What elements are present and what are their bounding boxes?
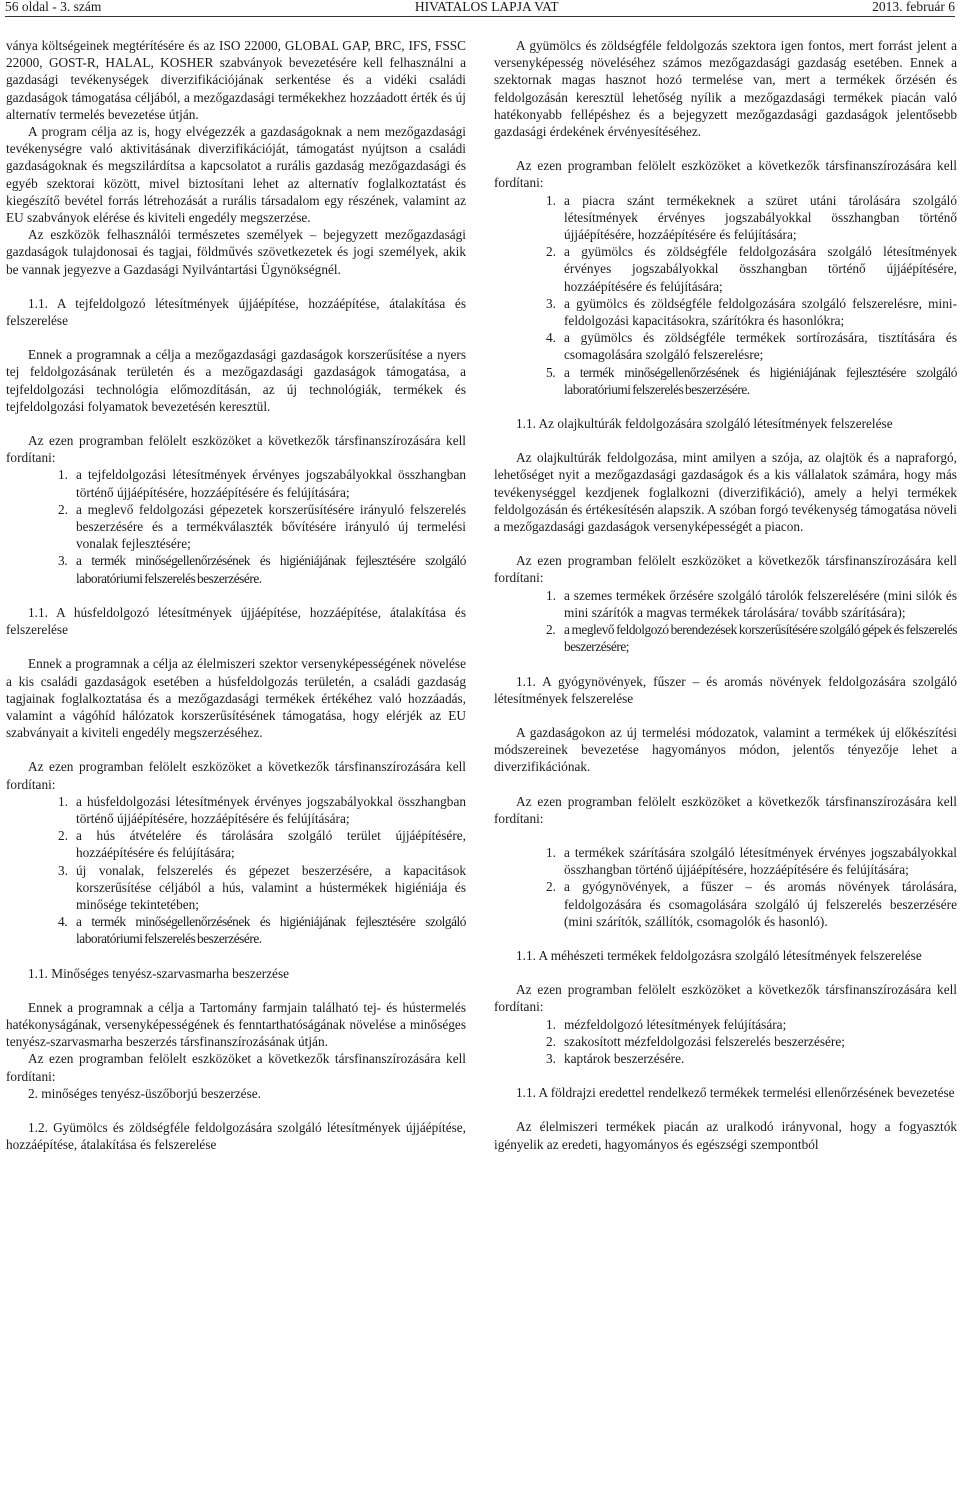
paragraph: A program célja az is, hogy elvégezzék a gazdaságoknak a nem mezőgazdasági tevékenységre való aktivitásának diverzifikációját, támogatást nyújtson a családi gazdaságoknak és megszilárdítsa a kapcsolatot a rurális gazdaság mezőgazdasági és egyéb szektorai között, mivel biztosítani lehet az alternatív foglalkoztatást és kiegészítő bevétel forrás létrehozását a rurális társadalom egy részének, valamint az EU szabványok elérése és kiviteli engedély megszerzése. bbox=[6, 124, 466, 226]
list-item: 2. a meglevő feldolgozó berendezések korszerűsítésére szolgáló gépek és felszerelés beszerzésére; bbox=[546, 622, 957, 655]
paragraph: Az ezen programban felölelt eszközöket a következők társfinanszírozására kell fordítani: bbox=[494, 553, 957, 586]
section-heading: 1.1. A gyógynövények, fűszer – és aromás növények feldolgozására szolgáló létesítmények felszerelése bbox=[494, 673, 957, 706]
list-item: 3. a gyümölcs és zöldségféle feldolgozására szolgáló felszerelésre, mini-feldolgozási kapacitásokra, szárítókra és hasonlókra; bbox=[546, 295, 957, 329]
paragraph: Ennek a programnak a célja az élelmiszeri szektor versenyképességének növelése a kis családi gazdaságok esetében a húsfeldolgozás területén, a családi gazdaság tagjainak foglalkoztatása és a mezőgazdasági termékek értékéhez való hozzáadás, valamint a vágóhíd hálózatok korszerűsítésének támogatása, hogy elérjék az EU szabványait a kiviteli engedély megszerzéséhez. bbox=[6, 656, 466, 741]
numbered-list bbox=[6, 793, 466, 948]
numbered-list bbox=[494, 192, 957, 398]
list-item: 2. a gyümölcs és zöldségféle feldolgozására szolgáló létesítmények érvényes jogszabályokkal összhangban történő újjáépítésére, hozzáépítésére és felújítására; bbox=[546, 244, 957, 294]
paragraph: Az olajkultúrák feldolgozása, mint amilyen a szója, az olajtök és a napraforgó, lehetőséget nyit a mezőgazdasági gazdaságok és a kis vállalatok számára, hogy más tevékenységgel kezdjenek foglalkozni (diverzifikáció), amely a helyi termékek feldolgozásán és értékesítésén alapszik. A szóban forgó tevékenység támogatása növeli a mezőgazdasági gazdaságok versenyképességét a piacon. bbox=[494, 450, 957, 535]
section-heading: 1.1. A tejfeldolgozó létesítmények újjáépítése, hozzáépítése, átalakítása és felszerelése bbox=[6, 295, 466, 329]
section-heading: 1.1. A földrajzi eredettel rendelkező termékek termelési ellenőrzésének bevezetése bbox=[516, 1085, 955, 1101]
list-item: 1. a tejfeldolgozási létesítmények érvényes jogszabályokkal összhangban történő újjáépítésére, hozzáépítésére és felújítására; bbox=[58, 467, 466, 500]
list-item: 5. a termék minőségellenőrzésének és higiéniájának fejlesztésére szolgáló laboratóriumi felszerelés beszerzésére. bbox=[546, 364, 957, 397]
paragraph: Az ezen programban felölelt eszközöket a következők társfinanszírozására kell fordítani: bbox=[494, 982, 957, 1015]
list-item: 2. a meglevő feldolgozási gépezetek korszerűsítésére irányuló felszerelés beszerzésére és a termékválaszték bővítésére irányuló új termelési vonalak fejlesztésére; bbox=[58, 501, 466, 552]
paragraph: Ennek a programnak a célja a Tartomány farmjain található tej- és hústermelés hatékonyságának, versenyképességének és fenntarthatóságának növelése a minőséges tenyész-szarvasmarha beszerzés társfinanszírozásának útján. bbox=[6, 999, 466, 1050]
section-heading: 1.1. A húsfeldolgozó létesítmények újjáépítése, hozzáépítése, átalakítása és felszerelése bbox=[6, 604, 466, 638]
numbered-list bbox=[6, 466, 466, 586]
paragraph: Az ezen programban felölelt eszközöket a következők társfinanszírozására kell fordítani: bbox=[494, 793, 957, 826]
numbered-list bbox=[494, 1016, 957, 1068]
paragraph: A gyümölcs és zöldségféle feldolgozás szektora igen fontos, mert forrást jelent a versenyképesség növeléséhez számos mezőgazdasági gazdaság esetében. Ennek a szektornak magas hasznot hozó termelése van, mert a termékek őrzésén és feldolgozásán keresztül lehetőség nyílik a mezőgazdasági termékek piacán való hatékonyabb fellépéshez és a bejegyzett mezőgazdasági gazdaságok jelentősebb gazdasági érdekének érvényesítéséhez. bbox=[494, 38, 957, 140]
list-item: 2. minőséges tenyész-üszőborjú beszerzése. bbox=[28, 1085, 261, 1101]
list-item: 1. a piacra szánt termékeknek a szüret utáni tárolására szolgáló létesítmények érvényes jogszabályokkal összhangban történő újjáépítésére, hozzáépítésére és felújítására; bbox=[546, 192, 957, 243]
section-heading: 1.1. A méhészeti termékek feldolgozásra szolgáló létesítmények felszerelése bbox=[516, 947, 922, 963]
numbered-list bbox=[494, 587, 957, 656]
header-date: 2013. február 6 bbox=[872, 0, 955, 14]
list-item: 1. a szemes termékek őrzésére szolgáló tárolók felszerelésére (mini silók és mini szárítók a magvas termékek tárolására/ tovább szárítására); bbox=[546, 587, 957, 620]
list-item: 3. kaptárok beszerzésére. bbox=[546, 1050, 685, 1066]
list-item: 2. szakosított mézfeldolgozási felszerelés beszerzésére; bbox=[546, 1033, 845, 1049]
header-rule bbox=[5, 16, 955, 17]
section-heading: 1.1. Minőséges tenyész-szarvasmarha beszerzése bbox=[28, 965, 290, 981]
list-item: 2. a gyógynövények, a fűszer – és aromás növények tárolására, feldolgozására és csomagolására szolgáló új felszerelés beszerzésére (mini szárítók, szállítók, csomagolók és hasonló). bbox=[546, 879, 957, 929]
list-item: 2. a hús átvételére és tárolására szolgáló terület újjáépítésére, hozzáépítésére és felújítására; bbox=[58, 828, 466, 861]
paragraph: Az ezen programban felölelt eszközöket a következők társfinanszírozására kell fordítani: bbox=[6, 1051, 466, 1084]
list-item: 3. a termék minőségellenőrzésének és higiéniájának fejlesztésére szolgáló laboratóriumi felszerelés beszerzésére. bbox=[58, 553, 466, 586]
paragraph: Az ezen programban felölelt eszközöket a következők társfinanszírozására kell fordítani: bbox=[6, 433, 466, 466]
header-journal-title: HIVATALOS LAPJA VAT bbox=[414, 0, 559, 14]
paragraph: Az élelmiszeri termékek piacán az uralkodó irányvonal, hogy a fogyasztók igényelik az eredeti, hagyományos és egészségi szempontból bbox=[494, 1119, 957, 1152]
page-header bbox=[5, 0, 955, 18]
numbered-list bbox=[494, 844, 957, 930]
paragraph: Az eszközök felhasználói természetes személyek – bejegyzett mezőgazdasági gazdaságok tulajdonosai és tagjai, földművés szövetkezetek és jogi személyek, akik be vannak jegyezve a Gazdasági Nyilvántartási Ügynökségnél. bbox=[6, 227, 466, 277]
section-heading: 1.1. Az olajkultúrák feldolgozására szolgáló létesítmények felszerelése bbox=[516, 416, 893, 432]
list-item: 1. mézfeldolgozó létesítmények felújítására; bbox=[546, 1016, 787, 1032]
left-column bbox=[6, 37, 466, 1153]
list-item: 3. új vonalak, felszerelés és gépezet beszerzésére, a kapacitások korszerűsítése céljából a hús, valamint a hústermékek higiéniája és minősége tekintetében; bbox=[58, 862, 466, 912]
paragraph: Az ezen programban felölelt eszközöket a következők társfinanszírozására kell fordítani: bbox=[494, 158, 957, 191]
paragraph: A gazdaságokon az új termelési módozatok, valamint a termékek új előkészítési módszereinek bevezetése hagyományos módon, jelentős tényezője lehet a diverzifikációnak. bbox=[494, 724, 957, 775]
list-item: 1. a termékek szárítására szolgáló létesítmények érvényes jogszabályokkal összhangban történő újjáépítésére, hozzáépítésére és felújítására; bbox=[546, 844, 957, 878]
section-heading: 1.2. Gyümölcs és zöldségféle feldolgozására szolgáló létesítmények újjáépítése, hozzáépítése, átalakítása és felszerelése bbox=[6, 1119, 466, 1153]
paragraph: ványa költségeinek megtérítésére és az ISO 22000, GLOBAL GAP, BRC, IFS, FSSC 22000, GOST-R, HALAL, KOSHER szabványok bevezetésére kell felhasználni a gazdasági tevékenységek diverzifikációjának serkentése és a vidéki családi gazdaságok támogatása céljából, a mezőgazdasági termékekhez hozzáadott érték és új alternatív termelés bevezetése útján. bbox=[6, 38, 466, 122]
header-page-number: 56 oldal - 3. szám bbox=[5, 0, 102, 14]
right-column bbox=[494, 37, 957, 1153]
list-item: 1. a húsfeldolgozási létesítmények érvényes jogszabályokkal összhangban történő újjáépítésére, hozzáépítésére és felújítására; bbox=[58, 793, 466, 826]
paragraph: Az ezen programban felölelt eszközöket a következők társfinanszírozására kell fordítani: bbox=[6, 759, 466, 792]
list-item: 4. a termék minőségellenőrzésének és higiéniájának fejlesztésére szolgáló laboratóriumi felszerelés beszerzésére. bbox=[58, 914, 466, 947]
paragraph: Ennek a programnak a célja a mezőgazdasági gazdaságok korszerűsítése a nyers tej feldolgozásának területén és a mezőgazdasági gazdaságok támogatása, a tejfeldolgozási technológia előmozdításán, az új technológiák, termékek és tejfeldolgozási folyamatok bevezetésén keresztül. bbox=[6, 347, 466, 414]
list-item: 4. a gyümölcs és zöldségféle termékek sortírozására, tisztítására és csomagolására szolgáló felszerelésre; bbox=[546, 330, 957, 363]
